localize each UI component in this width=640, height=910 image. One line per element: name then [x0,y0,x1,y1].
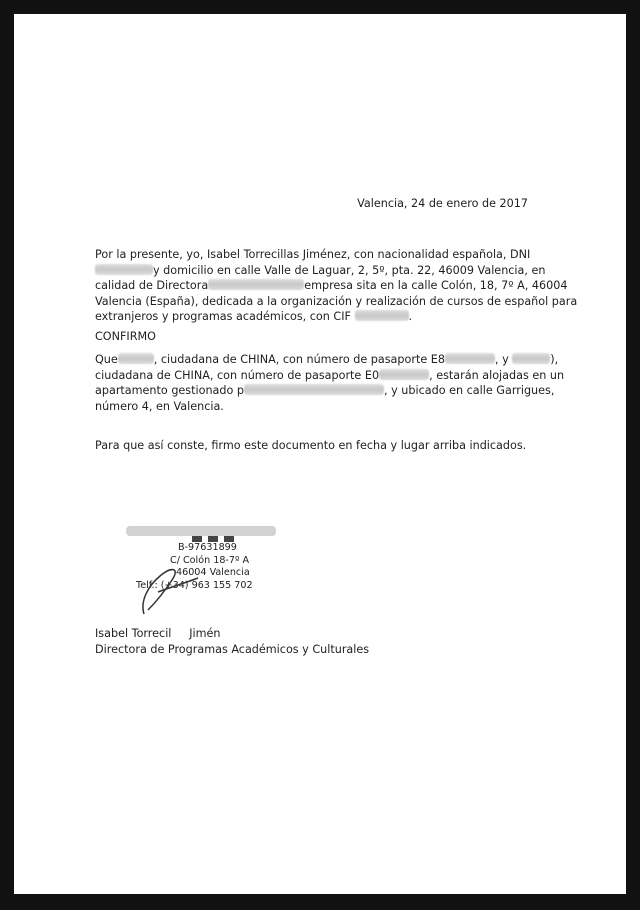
intro-line-4: Valencia (España), dedicada a la organización y realización de cursos de español para [95,294,578,308]
intro-line-2-text: y domicilio en calle Valle de Laguar, 2, 5º, pta. 22, 46009 Valencia, en [153,263,546,277]
confirm-line-1-d: ), [550,353,559,366]
confirm-line-1 [95,352,559,368]
document-page [14,14,626,894]
confirm-line-1-a: Que [95,353,118,366]
intro-line-2 [95,263,555,279]
signatory-title: Directora de Programas Académicos y Culturales [95,642,370,656]
intro-line-5-text-a: extranjeros y programas académicos, con CIF [95,310,351,323]
stamp-line-1: B-97631899 [178,542,237,553]
redacted-name-2 [512,353,550,364]
stamp-graphic [114,506,294,616]
confirm-line-3-b: , y ubicado en calle Garrigues, [384,384,555,397]
confirm-line-2-b: , estarán alojadas en un [429,368,565,382]
confirm-line-3 [95,383,555,399]
intro-line-3 [95,278,568,294]
intro-line-1: Por la presente, yo, Isabel Torrecillas Jiménez, con nacionalidad española, DNI [95,248,531,261]
intro-line-5 [95,309,555,325]
confirm-line-2 [95,368,565,384]
signatory-name [95,626,369,642]
redacted-passport-1 [445,353,495,364]
signatory-name-b: Jimén [189,627,221,640]
confirm-heading: CONFIRMO [95,330,156,343]
confirm-line-1-b: , ciudadana de CHINA, con número de pasaporte E8 [153,353,445,366]
intro-line-3-text-a: calidad de Directora [95,279,209,292]
signatory-name-a: Isabel Torrecil [95,627,172,640]
confirm-paragraph [95,352,565,414]
confirm-line-1-c: , y [494,353,509,366]
confirm-line-3-a: apartamento gestionado p [95,384,245,397]
intro-line-3-text-b: empresa sita en la calle Colón, 18, 7º A, 46004 [304,279,568,292]
stamp-line-2: C/ Colón 18-7º A [170,555,250,566]
letter-date: Valencia, 24 de enero de 2017 [357,197,528,210]
redacted-company [208,279,304,290]
redacted-stamp-header [126,526,276,536]
company-stamp [114,506,294,616]
redacted-name-1 [118,353,154,364]
redacted-dni [95,264,153,275]
closing-paragraph: Para que así conste, firmo este documento en fecha y lugar arriba indicados. [95,439,527,452]
redacted-passport-2 [379,369,429,380]
redacted-manager [244,384,384,395]
intro-line-5-text-b: . [408,310,413,323]
redacted-cif [355,310,409,321]
confirm-line-4: número 4, en Valencia. [95,399,224,413]
stamp-line-4: Telf.: (+34) 963 155 702 [136,580,253,591]
signature-block [95,626,369,657]
intro-paragraph [95,247,578,325]
stamp-line-3: 46004 Valencia [176,567,250,578]
confirm-line-2-a: ciudadana de CHINA, con número de pasaporte E0 [95,368,380,382]
